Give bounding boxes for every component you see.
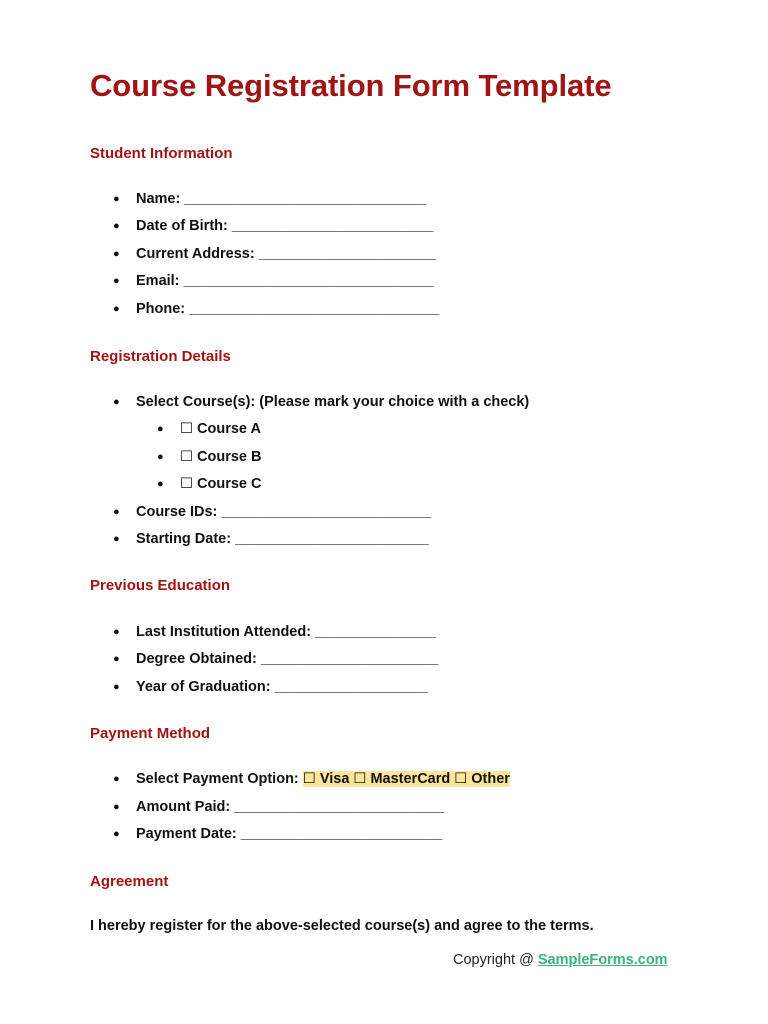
email-field	[113, 273, 434, 289]
bullet-icon: ●	[113, 303, 120, 315]
course-a-checkbox-label[interactable]: ☐ Course A	[180, 421, 261, 437]
starting-date-field	[113, 531, 429, 547]
bullet-icon: ●	[113, 773, 120, 785]
current-address-blank[interactable]: ______________________	[258, 246, 437, 262]
phone-label: Phone:	[136, 301, 190, 317]
degree-obtained-field	[113, 651, 438, 667]
last-institution-label: Last Institution Attended:	[136, 624, 316, 640]
year-of-graduation-field	[113, 679, 428, 695]
bullet-icon: ●	[113, 681, 120, 693]
payment-option-label: Select Payment Option:	[136, 771, 303, 787]
select-course-item	[113, 394, 529, 410]
degree-obtained-blank[interactable]: ______________________	[260, 651, 439, 667]
starting-date-label: Starting Date:	[136, 531, 236, 547]
agreement-text: I hereby register for the above-selected course(s) and agree to the terms.	[90, 918, 594, 934]
course-b-option[interactable]	[157, 449, 262, 465]
course-b-checkbox-label[interactable]: ☐ Course B	[180, 449, 262, 465]
date-of-birth-field	[113, 218, 433, 234]
current-address-label: Current Address:	[136, 246, 259, 262]
amount-paid-field	[113, 799, 444, 815]
section-heading-registration-details: Registration Details	[90, 348, 231, 365]
course-a-option[interactable]	[157, 421, 261, 437]
course-c-checkbox-label[interactable]: ☐ Course C	[180, 476, 262, 492]
bullet-icon: ●	[113, 533, 120, 545]
current-address-field	[113, 246, 436, 262]
starting-date-blank[interactable]: ________________________	[235, 531, 429, 547]
email-blank[interactable]: _______________________________	[183, 273, 434, 289]
amount-paid-blank[interactable]: __________________________	[234, 799, 444, 815]
payment-date-field	[113, 826, 442, 842]
bullet-icon: ●	[157, 423, 164, 435]
bullet-icon: ●	[113, 626, 120, 638]
section-heading-previous-education: Previous Education	[90, 577, 231, 594]
date-of-birth-label: Date of Birth:	[136, 218, 232, 234]
date-of-birth-blank[interactable]: _________________________	[231, 218, 434, 234]
bullet-icon: ●	[113, 220, 120, 232]
course-ids-blank[interactable]: __________________________	[221, 504, 432, 520]
name-blank[interactable]: ______________________________	[184, 191, 427, 207]
section-heading-agreement: Agreement	[90, 873, 169, 890]
phone-field	[113, 301, 439, 317]
bullet-icon: ●	[113, 248, 120, 260]
year-of-graduation-label: Year of Graduation:	[136, 679, 275, 695]
bullet-icon: ●	[113, 801, 120, 813]
payment-option-field	[113, 771, 510, 787]
bullet-icon: ●	[113, 193, 120, 205]
bullet-icon: ●	[113, 506, 120, 518]
bullet-icon: ●	[113, 828, 120, 840]
course-ids-label: Course IDs:	[136, 504, 222, 520]
payment-date-label: Payment Date:	[136, 826, 241, 842]
amount-paid-label: Amount Paid:	[136, 799, 235, 815]
phone-blank[interactable]: _______________________________	[189, 301, 440, 317]
name-field	[113, 191, 426, 207]
course-c-option[interactable]	[157, 476, 262, 492]
select-course-label: Select Course(s): (Please mark your choice with a check)	[136, 394, 530, 410]
bullet-icon: ●	[113, 275, 120, 287]
bullet-icon: ●	[113, 396, 120, 408]
last-institution-blank[interactable]: _______________	[315, 624, 437, 640]
year-of-graduation-blank[interactable]: ___________________	[274, 679, 428, 695]
page-title: Course Registration Form Template	[90, 68, 612, 103]
bullet-icon: ●	[157, 451, 164, 463]
copyright-footer	[453, 952, 668, 968]
payment-option-choices[interactable]: ☐ Visa ☐ MasterCard ☐ Other	[302, 771, 510, 787]
sampleforms-link[interactable]: SampleForms.com	[537, 952, 668, 968]
bullet-icon: ●	[157, 478, 164, 490]
last-institution-field	[113, 624, 436, 640]
email-label: Email:	[136, 273, 184, 289]
section-heading-payment-method: Payment Method	[90, 725, 211, 742]
copyright-prefix: Copyright @	[453, 952, 538, 968]
name-label: Name:	[136, 191, 185, 207]
degree-obtained-label: Degree Obtained:	[136, 651, 261, 667]
bullet-icon: ●	[113, 653, 120, 665]
course-ids-field	[113, 504, 431, 520]
payment-date-blank[interactable]: _________________________	[240, 826, 443, 842]
section-heading-student-information: Student Information	[90, 145, 233, 162]
